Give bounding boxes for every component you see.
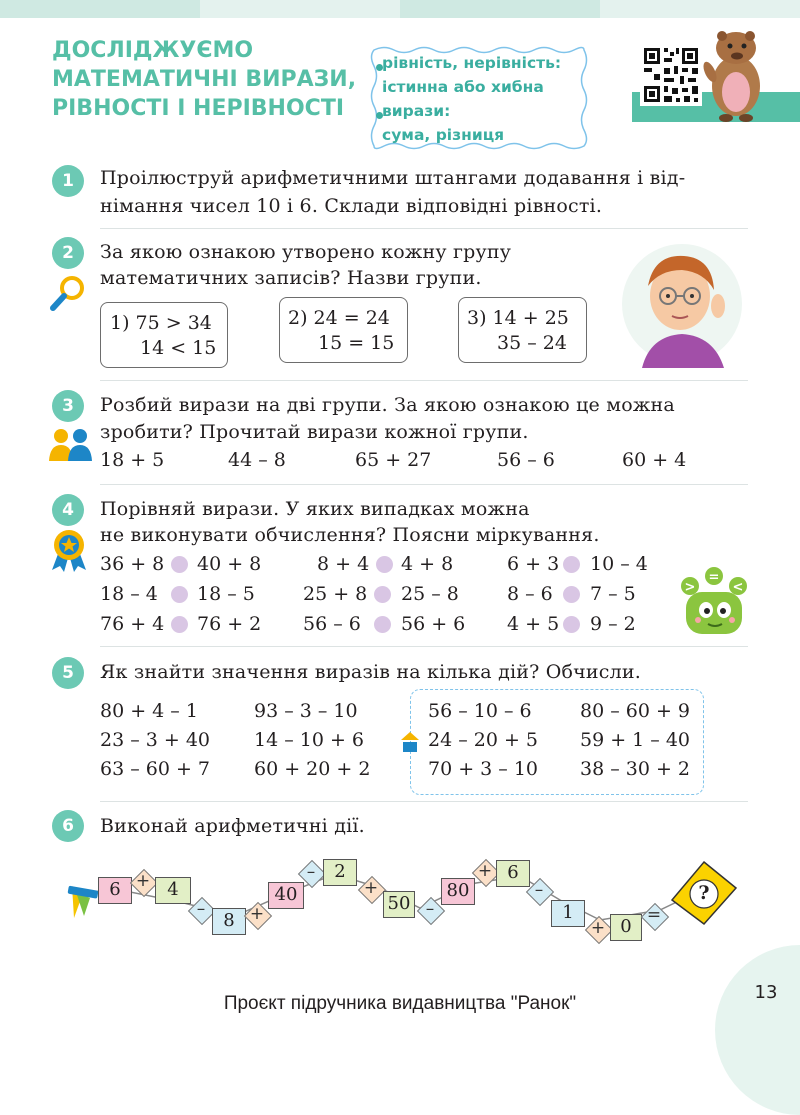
compare-sign-slot[interactable] (563, 586, 580, 603)
separator (100, 380, 748, 381)
compare-right: 18 – 5 (197, 583, 255, 605)
chain-operator: = (646, 905, 662, 925)
chain-number-box[interactable]: 8 (212, 908, 246, 935)
expression: 65 + 27 (355, 449, 432, 471)
svg-text:=: = (708, 570, 720, 585)
task-2-text-line-1: За якою ознакою утворено кожну групу (100, 241, 512, 263)
svg-text:<: < (732, 580, 744, 595)
medal-icon (50, 528, 88, 572)
expression: 80 + 4 – 1 (100, 700, 198, 722)
capybara-mascot-icon (700, 24, 770, 124)
task-6-number: 6 (52, 810, 84, 842)
compare-sign-slot[interactable] (171, 616, 188, 633)
task-1-number: 1 (52, 165, 84, 197)
chain-number-box[interactable]: 80 (441, 878, 475, 905)
boy-thinking-illustration (620, 240, 744, 368)
expression: 70 + 3 – 10 (428, 758, 539, 780)
compare-left: 36 + 8 (100, 553, 165, 575)
task-3-text-line-2: зробити? Прочитай вирази кожної групи. (100, 421, 529, 443)
chain-number-box[interactable]: 1 (551, 900, 585, 927)
chain-number-box[interactable]: 2 (323, 859, 357, 886)
compare-sign-slot[interactable] (563, 616, 580, 633)
compare-sign-slot[interactable] (374, 586, 391, 603)
task-4-text-line-2: не виконувати обчислення? Поясни міркування. (100, 524, 600, 546)
title-line-3: РІВНОСТІ І НЕРІВНОСТІ (52, 96, 345, 121)
chain-number-box[interactable]: 40 (268, 882, 304, 909)
compare-right: 56 + 6 (401, 613, 466, 635)
separator (100, 646, 748, 647)
title-line-2: МАТЕМАТИЧНІ ВИРАЗИ, (52, 67, 357, 92)
chain-number-box[interactable]: 4 (155, 877, 191, 904)
compare-left: 6 + 3 (507, 553, 560, 575)
key-term-1: рівність, нерівність: (382, 54, 562, 72)
expression: 93 – 3 – 10 (254, 700, 358, 722)
group-1-line-2: 14 < 15 (140, 337, 217, 359)
pair-work-icon (48, 427, 94, 463)
compare-left: 8 + 4 (317, 553, 370, 575)
compare-left: 56 – 6 (303, 613, 361, 635)
compare-sign-slot[interactable] (171, 586, 188, 603)
chain-operator: – (425, 899, 435, 919)
expression: 14 – 10 + 6 (254, 729, 365, 751)
chain-operator: + (135, 871, 151, 891)
footer-publisher: Проєкт підручника видавництва "Ранок" (223, 993, 577, 1014)
magnifier-icon (48, 274, 86, 314)
task-5-text-line-1: Як знайти значення виразів на кілька дій? Обчисли. (100, 661, 641, 683)
separator (100, 801, 748, 802)
compare-left: 25 + 8 (303, 583, 368, 605)
expression: 24 – 20 + 5 (428, 729, 539, 751)
task-4-text-line-1: Порівняй вирази. У яких випадках можна (100, 498, 530, 520)
key-terms-box (368, 44, 590, 152)
group-2-line-1: 2) 24 = 24 (288, 307, 390, 329)
compare-right: 9 – 2 (590, 613, 636, 635)
chain-number-box[interactable]: 0 (610, 914, 642, 941)
task-2-number: 2 (52, 237, 84, 269)
expression: 60 + 4 (622, 449, 687, 471)
expression: 44 – 8 (228, 449, 286, 471)
chain-operator: – (534, 880, 544, 900)
chain-operator: + (363, 878, 379, 898)
task-1-text-line-1: Проілюструй арифметичними штангами додавання і від- (100, 167, 686, 189)
comparison-monster-icon (678, 566, 750, 638)
expression: 18 + 5 (100, 449, 165, 471)
group-3-line-2: 35 – 24 (497, 332, 567, 354)
chain-operator: + (477, 861, 493, 881)
chain-operator: + (590, 918, 606, 938)
separator (100, 228, 748, 229)
chain-number-box[interactable]: 6 (496, 860, 530, 887)
group-3-line-1: 3) 14 + 25 (467, 307, 569, 329)
expression: 60 + 20 + 2 (254, 758, 371, 780)
expression: 63 – 60 + 7 (100, 758, 211, 780)
compare-sign-slot[interactable] (171, 556, 188, 573)
expression: 56 – 6 (497, 449, 555, 471)
expression: 23 – 3 + 40 (100, 729, 211, 751)
compare-left: 8 – 6 (507, 583, 553, 605)
compare-left: 76 + 4 (100, 613, 165, 635)
chain-operator: + (249, 904, 265, 924)
kite-spool-icon (62, 882, 102, 922)
compare-right: 40 + 8 (197, 553, 262, 575)
page-number: 13 (754, 982, 778, 1003)
lesson-title (52, 36, 357, 123)
compare-sign-slot[interactable] (376, 556, 393, 573)
compare-left: 4 + 5 (507, 613, 560, 635)
task-3-number: 3 (52, 390, 84, 422)
compare-left: 18 – 4 (100, 583, 158, 605)
compare-right: 7 – 5 (590, 583, 636, 605)
title-line-1: ДОСЛІДЖУЄМО (52, 38, 254, 63)
expression: 56 – 10 – 6 (428, 700, 532, 722)
key-term-1-desc: істинна або хибна (382, 78, 544, 96)
expression: 80 – 60 + 9 (580, 700, 691, 722)
kite-answer-mark: ? (698, 882, 710, 904)
compare-sign-slot[interactable] (374, 616, 391, 633)
separator (100, 484, 748, 485)
chain-number-box[interactable]: 50 (383, 891, 415, 918)
task-2-text-line-2: математичних записів? Назви групи. (100, 267, 482, 289)
qr-code-icon[interactable] (640, 44, 702, 106)
page-corner (715, 945, 800, 1115)
key-term-2-desc: сума, різниця (382, 126, 505, 144)
task-6-text-line-1: Виконай арифметичні дії. (100, 815, 365, 837)
top-color-bar (0, 0, 800, 18)
task-4-number: 4 (52, 494, 84, 526)
compare-right: 25 – 8 (401, 583, 459, 605)
task-1-text-line-2: німання чисел 10 і 6. Склади відповідні рівності. (100, 195, 603, 217)
task-3-text-line-1: Розбий вирази на дві групи. За якою ознакою це можна (100, 394, 675, 416)
svg-text:>: > (684, 580, 696, 595)
expression: 59 + 1 – 40 (580, 729, 691, 751)
key-term-2: вирази: (382, 102, 451, 120)
chain-number-box[interactable]: 6 (98, 877, 132, 904)
expression: 38 – 30 + 2 (580, 758, 691, 780)
chain-operator: – (196, 899, 206, 919)
compare-right: 4 + 8 (401, 553, 454, 575)
compare-right: 10 – 4 (590, 553, 648, 575)
compare-right: 76 + 2 (197, 613, 262, 635)
task-5-number: 5 (52, 657, 84, 689)
group-2-line-2: 15 = 15 (318, 332, 395, 354)
difficulty-level-icon (400, 731, 420, 753)
group-1-line-1: 1) 75 > 34 (110, 312, 212, 334)
compare-sign-slot[interactable] (563, 556, 580, 573)
chain-operator: – (306, 862, 316, 882)
